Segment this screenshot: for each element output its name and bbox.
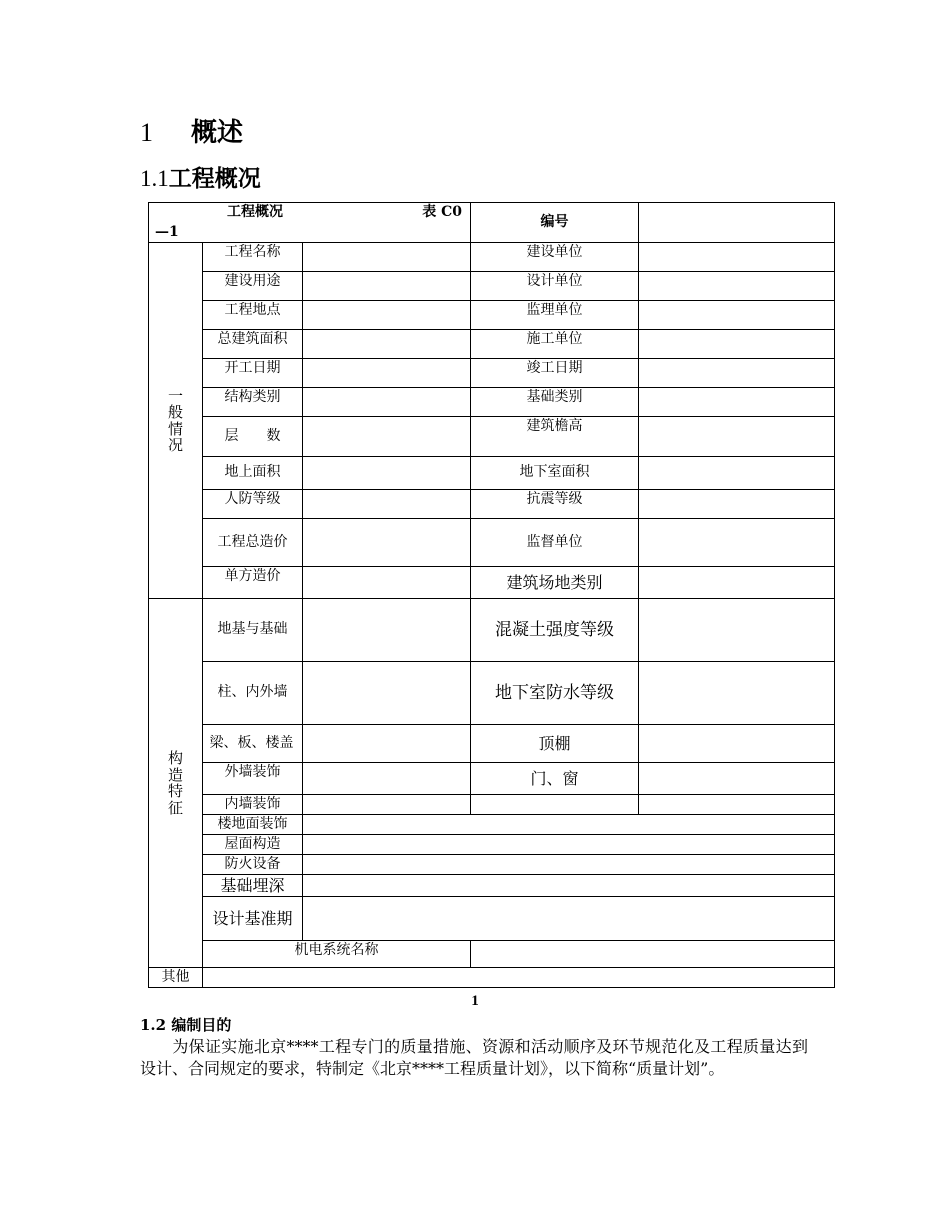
field-value[interactable] — [303, 272, 471, 301]
heading-1 — [140, 112, 243, 149]
field-value[interactable] — [303, 567, 471, 599]
field-label: 工程总造价 — [203, 519, 303, 567]
table-row — [149, 417, 835, 457]
field-value[interactable] — [639, 763, 835, 795]
field-value[interactable] — [303, 359, 471, 388]
field-label-text: 混凝土强度等级 — [495, 619, 615, 640]
field-label: 外墙装饰 — [203, 763, 303, 795]
mep-value[interactable] — [471, 941, 835, 968]
field-value[interactable] — [303, 301, 471, 330]
field-value[interactable] — [303, 599, 471, 662]
field-label: 监理单位 — [471, 301, 639, 330]
field-label: 竣工日期 — [471, 359, 639, 388]
field-label-text: 梁、板、楼盖 — [209, 735, 294, 752]
field-label: 监督单位 — [471, 519, 639, 567]
field-label: 抗震等级 — [471, 490, 639, 519]
table-row — [149, 457, 835, 490]
field-value[interactable] — [639, 519, 835, 567]
field-label: 单方造价 — [203, 567, 303, 599]
heading-2-text: 工程概况 — [168, 165, 261, 192]
heading-1-text: 概述 — [191, 118, 244, 148]
table-title: 工程概况 — [227, 204, 283, 220]
table-row — [149, 941, 835, 968]
table-row — [149, 243, 835, 272]
field-value[interactable] — [303, 457, 471, 490]
field-value[interactable] — [639, 301, 835, 330]
field-value[interactable] — [303, 815, 835, 835]
field-label: 建设用途 — [203, 272, 303, 301]
field-value[interactable] — [303, 795, 471, 815]
table-row — [149, 388, 835, 417]
table-row — [149, 795, 835, 815]
section-heading: 1.2 编制目的 — [140, 1016, 232, 1034]
field-label: 人防等级 — [203, 490, 303, 519]
field-label: 防火设备 — [203, 855, 303, 875]
field-value[interactable] — [303, 897, 835, 941]
field-value[interactable] — [639, 417, 835, 457]
field-label: 建筑场地类别 — [471, 567, 639, 599]
table-header-row — [149, 203, 835, 243]
heading-1-number: 1 — [140, 118, 153, 147]
field-label: 地下室面积 — [471, 457, 639, 490]
field-value[interactable] — [303, 763, 471, 795]
field-label — [203, 725, 303, 763]
field-value[interactable] — [303, 330, 471, 359]
table-row — [149, 725, 835, 763]
field-value[interactable] — [303, 243, 471, 272]
field-value[interactable] — [639, 795, 835, 815]
field-label: 基础类别 — [471, 388, 639, 417]
field-value[interactable] — [303, 875, 835, 897]
field-label: 柱、内外墙 — [203, 662, 303, 725]
table-row — [149, 330, 835, 359]
field-value[interactable] — [639, 662, 835, 725]
heading-2 — [140, 160, 261, 193]
page-number: 1 — [471, 993, 479, 1009]
field-label: 地基与基础 — [203, 599, 303, 662]
group-struct-label — [149, 599, 203, 968]
table-header-title-cell — [149, 203, 471, 243]
field-label — [471, 795, 639, 815]
field-label — [471, 599, 639, 662]
table-row — [149, 272, 835, 301]
field-label: 基础埋深 — [203, 875, 303, 897]
field-value[interactable] — [303, 725, 471, 763]
table-row — [149, 519, 835, 567]
field-label: 层 数 — [203, 417, 303, 457]
mep-label: 机电系统名称 — [203, 941, 471, 968]
group-general-text: 一般情况 — [167, 386, 183, 454]
field-value[interactable] — [303, 519, 471, 567]
field-value[interactable] — [639, 457, 835, 490]
group-general-label — [149, 243, 203, 599]
field-label: 总建筑面积 — [203, 330, 303, 359]
field-value[interactable] — [303, 835, 835, 855]
field-label: 开工日期 — [203, 359, 303, 388]
field-value[interactable] — [303, 417, 471, 457]
field-label: 门、窗 — [471, 763, 639, 795]
table-row — [149, 301, 835, 330]
field-label: 地上面积 — [203, 457, 303, 490]
field-value[interactable] — [639, 272, 835, 301]
form-code-cont: —1 — [155, 224, 179, 240]
serial-value[interactable] — [639, 203, 835, 243]
table-row — [149, 968, 835, 988]
field-label: 建筑檐高 — [471, 417, 639, 457]
field-label: 屋面构造 — [203, 835, 303, 855]
table-row — [149, 567, 835, 599]
field-value[interactable] — [303, 662, 471, 725]
field-label: 顶棚 — [471, 725, 639, 763]
field-label — [471, 662, 639, 725]
field-value[interactable] — [639, 388, 835, 417]
table-row — [149, 662, 835, 725]
field-label-text: 设计基准期 — [212, 908, 293, 928]
field-label: 建设单位 — [471, 243, 639, 272]
other-value[interactable] — [203, 968, 835, 988]
field-label: 内墙装饰 — [203, 795, 303, 815]
form-code: 表 C0 — [422, 204, 463, 220]
body-paragraph — [140, 1036, 808, 1080]
project-overview-table — [148, 202, 835, 988]
table-row — [149, 359, 835, 388]
field-value[interactable] — [303, 388, 471, 417]
table-row — [149, 490, 835, 519]
table-row — [149, 763, 835, 795]
table-row — [149, 835, 835, 855]
table-row — [149, 897, 835, 941]
field-value[interactable] — [639, 243, 835, 272]
field-value[interactable] — [639, 725, 835, 763]
table-row — [149, 855, 835, 875]
field-value[interactable] — [303, 490, 471, 519]
table-row — [149, 875, 835, 897]
field-label: 施工单位 — [471, 330, 639, 359]
table-row — [149, 815, 835, 835]
field-value[interactable] — [639, 359, 835, 388]
field-label: 设计单位 — [471, 272, 639, 301]
field-value[interactable] — [639, 567, 835, 599]
field-label — [203, 897, 303, 941]
field-label: 楼地面装饰 — [203, 815, 303, 835]
group-struct-text: 构造特征 — [167, 749, 183, 817]
table-row — [149, 599, 835, 662]
field-label: 工程地点 — [203, 301, 303, 330]
heading-2-number: 1.1 — [140, 166, 169, 191]
field-value[interactable] — [639, 490, 835, 519]
field-label-text: 地下室防水等级 — [495, 682, 615, 703]
other-label: 其他 — [149, 968, 203, 988]
paragraph-text: 为保证实施北京****工程专门的质量措施、资源和活动顺序及环节规范化及工程质量达到设计、合同规定的要求，特制定《北京****工程质量计划》，以下简称“质量计划”。 — [140, 1037, 808, 1078]
field-label: 工程名称 — [203, 243, 303, 272]
serial-label: 编号 — [471, 203, 639, 243]
field-value[interactable] — [639, 330, 835, 359]
field-value[interactable] — [639, 599, 835, 662]
field-value[interactable] — [303, 855, 835, 875]
field-label: 结构类别 — [203, 388, 303, 417]
